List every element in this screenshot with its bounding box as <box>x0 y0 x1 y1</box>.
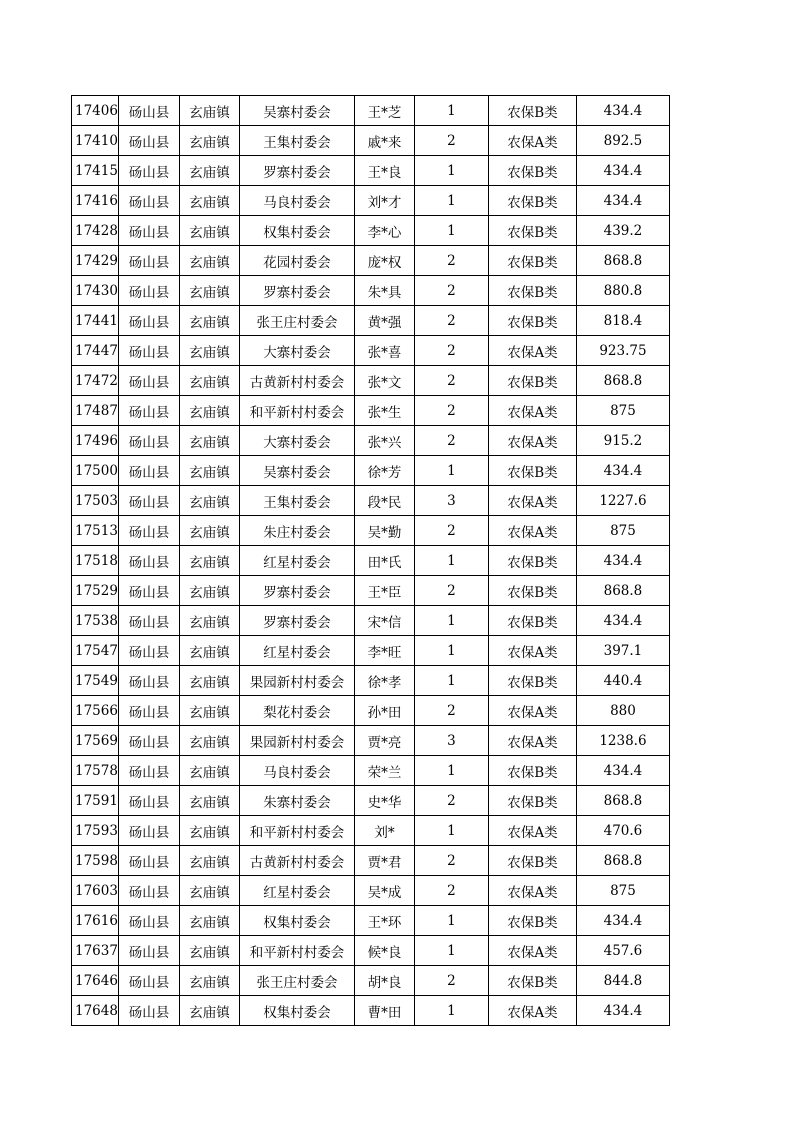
cell-town: 玄庙镇 <box>179 576 239 606</box>
cell-record-id: 17637 <box>72 936 119 966</box>
cell-count: 2 <box>414 846 488 876</box>
cell-county: 砀山县 <box>118 516 179 546</box>
cell-count: 1 <box>414 456 488 486</box>
cell-amount: 397.1 <box>576 636 669 666</box>
cell-county: 砀山县 <box>118 396 179 426</box>
cell-county: 砀山县 <box>118 426 179 456</box>
cell-count: 2 <box>414 576 488 606</box>
cell-count: 1 <box>414 816 488 846</box>
table-row <box>72 966 670 996</box>
cell-person-name: 张*文 <box>354 366 414 396</box>
cell-county: 砀山县 <box>118 816 179 846</box>
table-row <box>72 336 670 366</box>
cell-record-id: 17496 <box>72 426 119 456</box>
cell-amount: 892.5 <box>576 126 669 156</box>
cell-count: 1 <box>414 546 488 576</box>
cell-county: 砀山县 <box>118 726 179 756</box>
cell-amount: 1227.6 <box>576 486 669 516</box>
cell-county: 砀山县 <box>118 696 179 726</box>
cell-village-committee: 罗寨村委会 <box>239 276 354 306</box>
cell-person-name: 王*环 <box>354 906 414 936</box>
cell-record-id: 17591 <box>72 786 119 816</box>
table-row <box>72 186 670 216</box>
cell-person-name: 胡*良 <box>354 966 414 996</box>
cell-count: 1 <box>414 906 488 936</box>
cell-village-committee: 张王庄村委会 <box>239 306 354 336</box>
table-row <box>72 546 670 576</box>
cell-town: 玄庙镇 <box>179 636 239 666</box>
cell-record-id: 17547 <box>72 636 119 666</box>
cell-count: 1 <box>414 636 488 666</box>
cell-county: 砀山县 <box>118 996 179 1026</box>
cell-amount: 434.4 <box>576 96 669 126</box>
cell-amount: 868.8 <box>576 786 669 816</box>
table-row <box>72 786 670 816</box>
table-row <box>72 516 670 546</box>
cell-person-name: 李*心 <box>354 216 414 246</box>
cell-record-id: 17603 <box>72 876 119 906</box>
cell-county: 砀山县 <box>118 306 179 336</box>
cell-record-id: 17538 <box>72 606 119 636</box>
cell-count: 1 <box>414 96 488 126</box>
cell-amount: 434.4 <box>576 186 669 216</box>
cell-town: 玄庙镇 <box>179 876 239 906</box>
cell-village-committee: 罗寨村委会 <box>239 576 354 606</box>
cell-village-committee: 权集村委会 <box>239 996 354 1026</box>
cell-count: 1 <box>414 756 488 786</box>
cell-amount: 875 <box>576 396 669 426</box>
table-row <box>72 216 670 246</box>
cell-county: 砀山县 <box>118 456 179 486</box>
cell-insurance-type: 农保B类 <box>488 756 576 786</box>
cell-amount: 1238.6 <box>576 726 669 756</box>
cell-county: 砀山县 <box>118 186 179 216</box>
records-body <box>72 96 670 1026</box>
cell-amount: 880.8 <box>576 276 669 306</box>
cell-insurance-type: 农保B类 <box>488 96 576 126</box>
cell-count: 2 <box>414 786 488 816</box>
table-row <box>72 666 670 696</box>
cell-amount: 434.4 <box>576 546 669 576</box>
cell-person-name: 戚*来 <box>354 126 414 156</box>
cell-town: 玄庙镇 <box>179 276 239 306</box>
cell-amount: 434.4 <box>576 456 669 486</box>
cell-count: 2 <box>414 966 488 996</box>
cell-person-name: 张*兴 <box>354 426 414 456</box>
cell-person-name: 史*华 <box>354 786 414 816</box>
cell-county: 砀山县 <box>118 96 179 126</box>
cell-amount: 818.4 <box>576 306 669 336</box>
cell-village-committee: 和平新村村委会 <box>239 396 354 426</box>
cell-insurance-type: 农保B类 <box>488 786 576 816</box>
cell-county: 砀山县 <box>118 876 179 906</box>
cell-county: 砀山县 <box>118 786 179 816</box>
cell-town: 玄庙镇 <box>179 786 239 816</box>
cell-insurance-type: 农保A类 <box>488 996 576 1026</box>
cell-count: 2 <box>414 396 488 426</box>
cell-insurance-type: 农保A类 <box>488 816 576 846</box>
cell-town: 玄庙镇 <box>179 756 239 786</box>
cell-person-name: 吴*成 <box>354 876 414 906</box>
cell-town: 玄庙镇 <box>179 306 239 336</box>
cell-insurance-type: 农保B类 <box>488 846 576 876</box>
cell-count: 2 <box>414 516 488 546</box>
cell-town: 玄庙镇 <box>179 426 239 456</box>
cell-amount: 434.4 <box>576 996 669 1026</box>
cell-county: 砀山县 <box>118 216 179 246</box>
cell-count: 1 <box>414 156 488 186</box>
cell-amount: 923.75 <box>576 336 669 366</box>
cell-person-name: 宋*信 <box>354 606 414 636</box>
records-table <box>71 95 670 1026</box>
cell-person-name: 王*臣 <box>354 576 414 606</box>
cell-county: 砀山县 <box>118 606 179 636</box>
cell-village-committee: 马良村委会 <box>239 756 354 786</box>
cell-village-committee: 权集村委会 <box>239 906 354 936</box>
cell-insurance-type: 农保B类 <box>488 306 576 336</box>
cell-amount: 440.4 <box>576 666 669 696</box>
cell-village-committee: 古黄新村村委会 <box>239 366 354 396</box>
cell-count: 2 <box>414 366 488 396</box>
cell-town: 玄庙镇 <box>179 726 239 756</box>
cell-record-id: 17415 <box>72 156 119 186</box>
cell-insurance-type: 农保B类 <box>488 606 576 636</box>
cell-record-id: 17416 <box>72 186 119 216</box>
cell-town: 玄庙镇 <box>179 186 239 216</box>
cell-village-committee: 权集村委会 <box>239 216 354 246</box>
cell-insurance-type: 农保B类 <box>488 216 576 246</box>
cell-record-id: 17428 <box>72 216 119 246</box>
table-row <box>72 306 670 336</box>
cell-village-committee: 马良村委会 <box>239 186 354 216</box>
cell-village-committee: 果园新村村委会 <box>239 726 354 756</box>
cell-person-name: 黄*强 <box>354 306 414 336</box>
cell-town: 玄庙镇 <box>179 456 239 486</box>
cell-record-id: 17578 <box>72 756 119 786</box>
cell-person-name: 孙*田 <box>354 696 414 726</box>
cell-person-name: 张*生 <box>354 396 414 426</box>
cell-count: 1 <box>414 606 488 636</box>
cell-insurance-type: 农保B类 <box>488 546 576 576</box>
cell-record-id: 17549 <box>72 666 119 696</box>
cell-insurance-type: 农保B类 <box>488 276 576 306</box>
cell-amount: 434.4 <box>576 606 669 636</box>
table-row <box>72 606 670 636</box>
cell-county: 砀山县 <box>118 276 179 306</box>
cell-record-id: 17566 <box>72 696 119 726</box>
cell-town: 玄庙镇 <box>179 936 239 966</box>
table-row <box>72 396 670 426</box>
cell-town: 玄庙镇 <box>179 336 239 366</box>
cell-person-name: 王*芝 <box>354 96 414 126</box>
cell-person-name: 段*民 <box>354 486 414 516</box>
cell-person-name: 徐*芳 <box>354 456 414 486</box>
cell-town: 玄庙镇 <box>179 366 239 396</box>
cell-insurance-type: 农保A类 <box>488 696 576 726</box>
table-row <box>72 156 670 186</box>
cell-count: 1 <box>414 216 488 246</box>
cell-person-name: 徐*孝 <box>354 666 414 696</box>
cell-amount: 868.8 <box>576 246 669 276</box>
cell-county: 砀山县 <box>118 576 179 606</box>
cell-amount: 439.2 <box>576 216 669 246</box>
table-row <box>72 846 670 876</box>
cell-town: 玄庙镇 <box>179 486 239 516</box>
cell-insurance-type: 农保A类 <box>488 936 576 966</box>
cell-person-name: 朱*具 <box>354 276 414 306</box>
cell-amount: 875 <box>576 516 669 546</box>
cell-town: 玄庙镇 <box>179 546 239 576</box>
cell-count: 1 <box>414 186 488 216</box>
table-row <box>72 936 670 966</box>
cell-person-name: 张*喜 <box>354 336 414 366</box>
cell-village-committee: 梨花村委会 <box>239 696 354 726</box>
cell-record-id: 17598 <box>72 846 119 876</box>
cell-insurance-type: 农保A类 <box>488 426 576 456</box>
cell-amount: 434.4 <box>576 156 669 186</box>
cell-county: 砀山县 <box>118 336 179 366</box>
cell-person-name: 刘* <box>354 816 414 846</box>
cell-county: 砀山县 <box>118 666 179 696</box>
cell-insurance-type: 农保B类 <box>488 966 576 996</box>
cell-count: 1 <box>414 996 488 1026</box>
cell-town: 玄庙镇 <box>179 846 239 876</box>
cell-county: 砀山县 <box>118 936 179 966</box>
cell-village-committee: 和平新村村委会 <box>239 936 354 966</box>
cell-record-id: 17410 <box>72 126 119 156</box>
cell-village-committee: 和平新村村委会 <box>239 816 354 846</box>
cell-record-id: 17441 <box>72 306 119 336</box>
cell-town: 玄庙镇 <box>179 696 239 726</box>
cell-town: 玄庙镇 <box>179 216 239 246</box>
cell-insurance-type: 农保B类 <box>488 666 576 696</box>
cell-count: 2 <box>414 276 488 306</box>
table-row <box>72 426 670 456</box>
cell-county: 砀山县 <box>118 546 179 576</box>
cell-town: 玄庙镇 <box>179 906 239 936</box>
table-row <box>72 816 670 846</box>
cell-county: 砀山县 <box>118 906 179 936</box>
table-row <box>72 126 670 156</box>
cell-village-committee: 红星村委会 <box>239 636 354 666</box>
table-row <box>72 276 670 306</box>
cell-village-committee: 朱寨村委会 <box>239 786 354 816</box>
cell-insurance-type: 农保B类 <box>488 366 576 396</box>
cell-insurance-type: 农保B类 <box>488 576 576 606</box>
table-row <box>72 246 670 276</box>
cell-village-committee: 果园新村村委会 <box>239 666 354 696</box>
cell-record-id: 17406 <box>72 96 119 126</box>
cell-count: 2 <box>414 306 488 336</box>
cell-person-name: 田*氏 <box>354 546 414 576</box>
cell-village-committee: 红星村委会 <box>239 876 354 906</box>
cell-county: 砀山县 <box>118 846 179 876</box>
cell-amount: 457.6 <box>576 936 669 966</box>
cell-village-committee: 吴寨村委会 <box>239 96 354 126</box>
cell-record-id: 17500 <box>72 456 119 486</box>
cell-insurance-type: 农保A类 <box>488 876 576 906</box>
cell-record-id: 17430 <box>72 276 119 306</box>
cell-village-committee: 花园村委会 <box>239 246 354 276</box>
cell-count: 2 <box>414 876 488 906</box>
cell-count: 1 <box>414 936 488 966</box>
cell-amount: 434.4 <box>576 906 669 936</box>
cell-count: 2 <box>414 696 488 726</box>
cell-county: 砀山县 <box>118 756 179 786</box>
cell-person-name: 荣*兰 <box>354 756 414 786</box>
cell-village-committee: 大寨村委会 <box>239 426 354 456</box>
cell-amount: 915.2 <box>576 426 669 456</box>
cell-village-committee: 罗寨村委会 <box>239 606 354 636</box>
cell-insurance-type: 农保A类 <box>488 486 576 516</box>
cell-village-committee: 张王庄村委会 <box>239 966 354 996</box>
cell-town: 玄庙镇 <box>179 996 239 1026</box>
cell-town: 玄庙镇 <box>179 96 239 126</box>
cell-village-committee: 大寨村委会 <box>239 336 354 366</box>
cell-insurance-type: 农保A类 <box>488 396 576 426</box>
cell-insurance-type: 农保A类 <box>488 636 576 666</box>
cell-village-committee: 罗寨村委会 <box>239 156 354 186</box>
cell-record-id: 17503 <box>72 486 119 516</box>
cell-county: 砀山县 <box>118 156 179 186</box>
cell-count: 3 <box>414 486 488 516</box>
cell-county: 砀山县 <box>118 246 179 276</box>
cell-record-id: 17487 <box>72 396 119 426</box>
cell-town: 玄庙镇 <box>179 666 239 696</box>
cell-insurance-type: 农保A类 <box>488 126 576 156</box>
cell-insurance-type: 农保A类 <box>488 726 576 756</box>
cell-amount: 434.4 <box>576 756 669 786</box>
cell-village-committee: 红星村委会 <box>239 546 354 576</box>
cell-county: 砀山县 <box>118 126 179 156</box>
table-row <box>72 636 670 666</box>
cell-person-name: 贾*亮 <box>354 726 414 756</box>
cell-person-name: 贾*君 <box>354 846 414 876</box>
cell-count: 2 <box>414 246 488 276</box>
cell-record-id: 17447 <box>72 336 119 366</box>
cell-village-committee: 王集村委会 <box>239 126 354 156</box>
cell-person-name: 曹*田 <box>354 996 414 1026</box>
table-row <box>72 996 670 1026</box>
cell-town: 玄庙镇 <box>179 516 239 546</box>
cell-town: 玄庙镇 <box>179 606 239 636</box>
cell-count: 2 <box>414 336 488 366</box>
cell-town: 玄庙镇 <box>179 396 239 426</box>
cell-insurance-type: 农保B类 <box>488 186 576 216</box>
cell-record-id: 17513 <box>72 516 119 546</box>
cell-record-id: 17646 <box>72 966 119 996</box>
cell-amount: 868.8 <box>576 366 669 396</box>
cell-amount: 844.8 <box>576 966 669 996</box>
cell-record-id: 17593 <box>72 816 119 846</box>
cell-village-committee: 王集村委会 <box>239 486 354 516</box>
cell-count: 2 <box>414 126 488 156</box>
cell-record-id: 17569 <box>72 726 119 756</box>
cell-person-name: 候*良 <box>354 936 414 966</box>
cell-amount: 880 <box>576 696 669 726</box>
cell-amount: 470.6 <box>576 816 669 846</box>
table-row <box>72 876 670 906</box>
cell-county: 砀山县 <box>118 486 179 516</box>
cell-town: 玄庙镇 <box>179 126 239 156</box>
cell-count: 3 <box>414 726 488 756</box>
cell-record-id: 17616 <box>72 906 119 936</box>
cell-person-name: 王*良 <box>354 156 414 186</box>
table-row <box>72 486 670 516</box>
cell-insurance-type: 农保A类 <box>488 336 576 366</box>
cell-county: 砀山县 <box>118 636 179 666</box>
cell-county: 砀山县 <box>118 366 179 396</box>
cell-record-id: 17648 <box>72 996 119 1026</box>
cell-person-name: 刘*才 <box>354 186 414 216</box>
cell-insurance-type: 农保B类 <box>488 246 576 276</box>
cell-insurance-type: 农保A类 <box>488 516 576 546</box>
cell-town: 玄庙镇 <box>179 156 239 186</box>
table-row <box>72 726 670 756</box>
cell-insurance-type: 农保B类 <box>488 156 576 186</box>
cell-county: 砀山县 <box>118 966 179 996</box>
cell-record-id: 17518 <box>72 546 119 576</box>
cell-count: 2 <box>414 426 488 456</box>
cell-insurance-type: 农保B类 <box>488 906 576 936</box>
cell-person-name: 吴*勤 <box>354 516 414 546</box>
table-row <box>72 456 670 486</box>
cell-record-id: 17472 <box>72 366 119 396</box>
cell-count: 1 <box>414 666 488 696</box>
cell-amount: 868.8 <box>576 576 669 606</box>
cell-amount: 875 <box>576 876 669 906</box>
cell-person-name: 李*旺 <box>354 636 414 666</box>
cell-village-committee: 朱庄村委会 <box>239 516 354 546</box>
cell-town: 玄庙镇 <box>179 816 239 846</box>
table-row <box>72 906 670 936</box>
cell-town: 玄庙镇 <box>179 246 239 276</box>
cell-village-committee: 古黄新村村委会 <box>239 846 354 876</box>
cell-town: 玄庙镇 <box>179 966 239 996</box>
cell-amount: 868.8 <box>576 846 669 876</box>
cell-record-id: 17529 <box>72 576 119 606</box>
cell-insurance-type: 农保B类 <box>488 456 576 486</box>
table-row <box>72 96 670 126</box>
table-row <box>72 756 670 786</box>
cell-person-name: 庞*权 <box>354 246 414 276</box>
cell-village-committee: 吴寨村委会 <box>239 456 354 486</box>
cell-record-id: 17429 <box>72 246 119 276</box>
table-row <box>72 576 670 606</box>
table-row <box>72 366 670 396</box>
table-row <box>72 696 670 726</box>
